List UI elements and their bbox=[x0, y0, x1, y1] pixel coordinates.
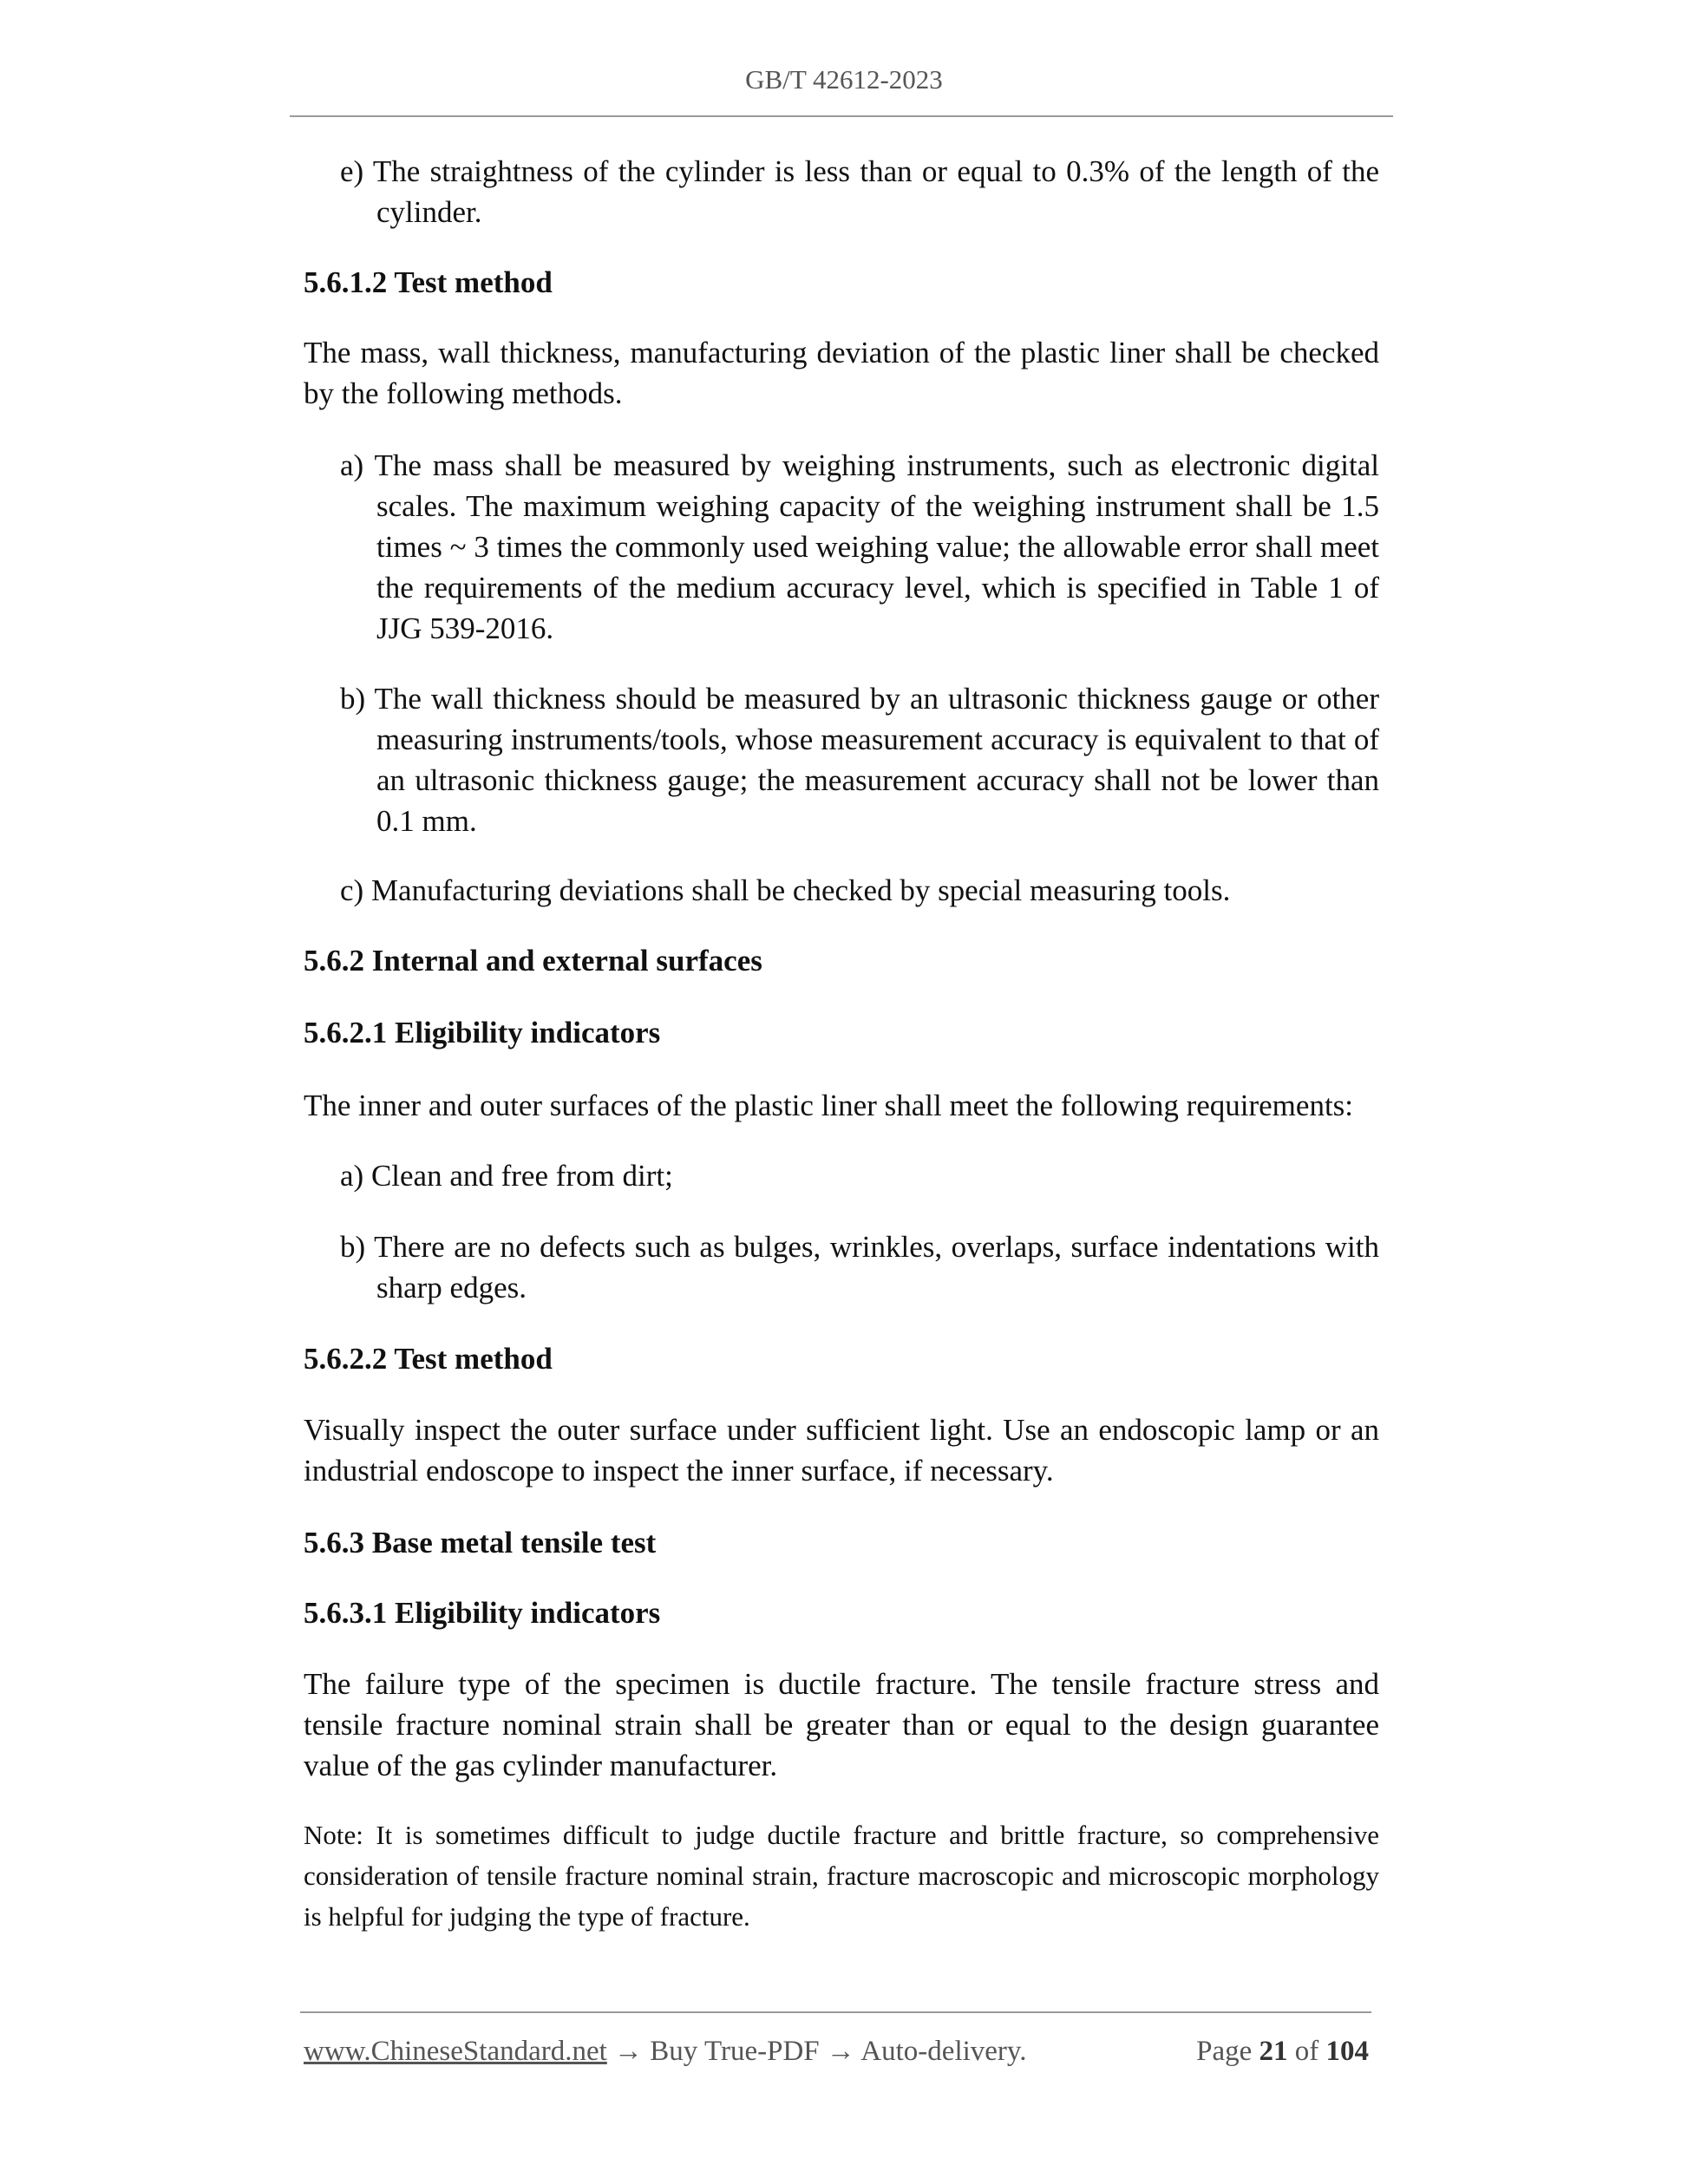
list-item: b) The wall thickness should be measured by an ultrasonic thickness gauge or other measuring instruments/tools, whose measurement accuracy is equivalent to that of an ultrasonic thickness gauge; the measurement accuracy shall not be lower than 0.1 mm. bbox=[340, 682, 1379, 838]
paragraph: The failure type of the specimen is ductile fracture. The tensile fracture stress and tensile fracture nominal strain shall be greater than or equal to the design guarantee value of the gas cylinder manufacturer. bbox=[304, 1667, 1379, 1782]
page-label: Page bbox=[1196, 2036, 1259, 2067]
paragraph: The inner and outer surfaces of the plastic liner shall meet the following requirements: bbox=[304, 1089, 1354, 1122]
paragraph: Visually inspect the outer surface under sufficient light. Use an endoscopic lamp or an industrial endoscope to inspect the inner surface, if necessary. bbox=[304, 1413, 1379, 1488]
section-heading: 5.6.1.2 Test method bbox=[304, 265, 553, 299]
page-total: 104 bbox=[1325, 2036, 1369, 2067]
list-item: b) There are no defects such as bulges, wrinkles, overlaps, surface indentations with sharp edges. bbox=[340, 1230, 1379, 1305]
note: Note: It is sometimes difficult to judge ductile fracture and brittle fracture, so comprehensive consideration of tensile fracture nominal strain, fracture macroscopic and microscopic morphology is helpful for judging the type of fracture. bbox=[304, 1820, 1379, 1932]
list-item: a) Clean and free from dirt; bbox=[340, 1159, 673, 1193]
footer-promo bbox=[304, 2034, 1027, 2069]
page-number: 21 bbox=[1259, 2036, 1288, 2067]
footer-divider bbox=[300, 2011, 1371, 2013]
header-divider bbox=[290, 115, 1393, 117]
footer bbox=[304, 2034, 1369, 2069]
list-item: e) The straightness of the cylinder is less than or equal to 0.3% of the length of the cylinder. bbox=[340, 154, 1379, 229]
section-heading: 5.6.3 Base metal tensile test bbox=[304, 1526, 657, 1560]
page-indicator bbox=[1196, 2034, 1369, 2069]
of-label: of bbox=[1287, 2036, 1326, 2067]
list-item: a) The mass shall be measured by weighing instruments, such as electronic digital scales. The maximum weighing capacity of the weighing instrument shall be 1.5 times ~ 3 times the commonly used weighing value; the allowable error shall meet the requirements of the medium accuracy level, which is specified in Table 1 of JJG 539-2016. bbox=[340, 448, 1379, 645]
section-heading: 5.6.3.1 Eligibility indicators bbox=[304, 1596, 661, 1630]
list-item: c) Manufacturing deviations shall be checked by special measuring tools. bbox=[340, 873, 1231, 907]
section-heading: 5.6.2 Internal and external surfaces bbox=[304, 944, 762, 978]
promo-text: → Buy True-PDF → Auto-delivery. bbox=[606, 2036, 1027, 2067]
section-heading: 5.6.2.2 Test method bbox=[304, 1342, 553, 1376]
document-id-header: GB/T 42612-2023 bbox=[745, 64, 943, 95]
section-heading: 5.6.2.1 Eligibility indicators bbox=[304, 1016, 661, 1049]
paragraph: The mass, wall thickness, manufacturing deviation of the plastic liner shall be checked by the following methods. bbox=[304, 336, 1379, 410]
website-link[interactable]: www.ChineseStandard.net bbox=[304, 2036, 607, 2067]
